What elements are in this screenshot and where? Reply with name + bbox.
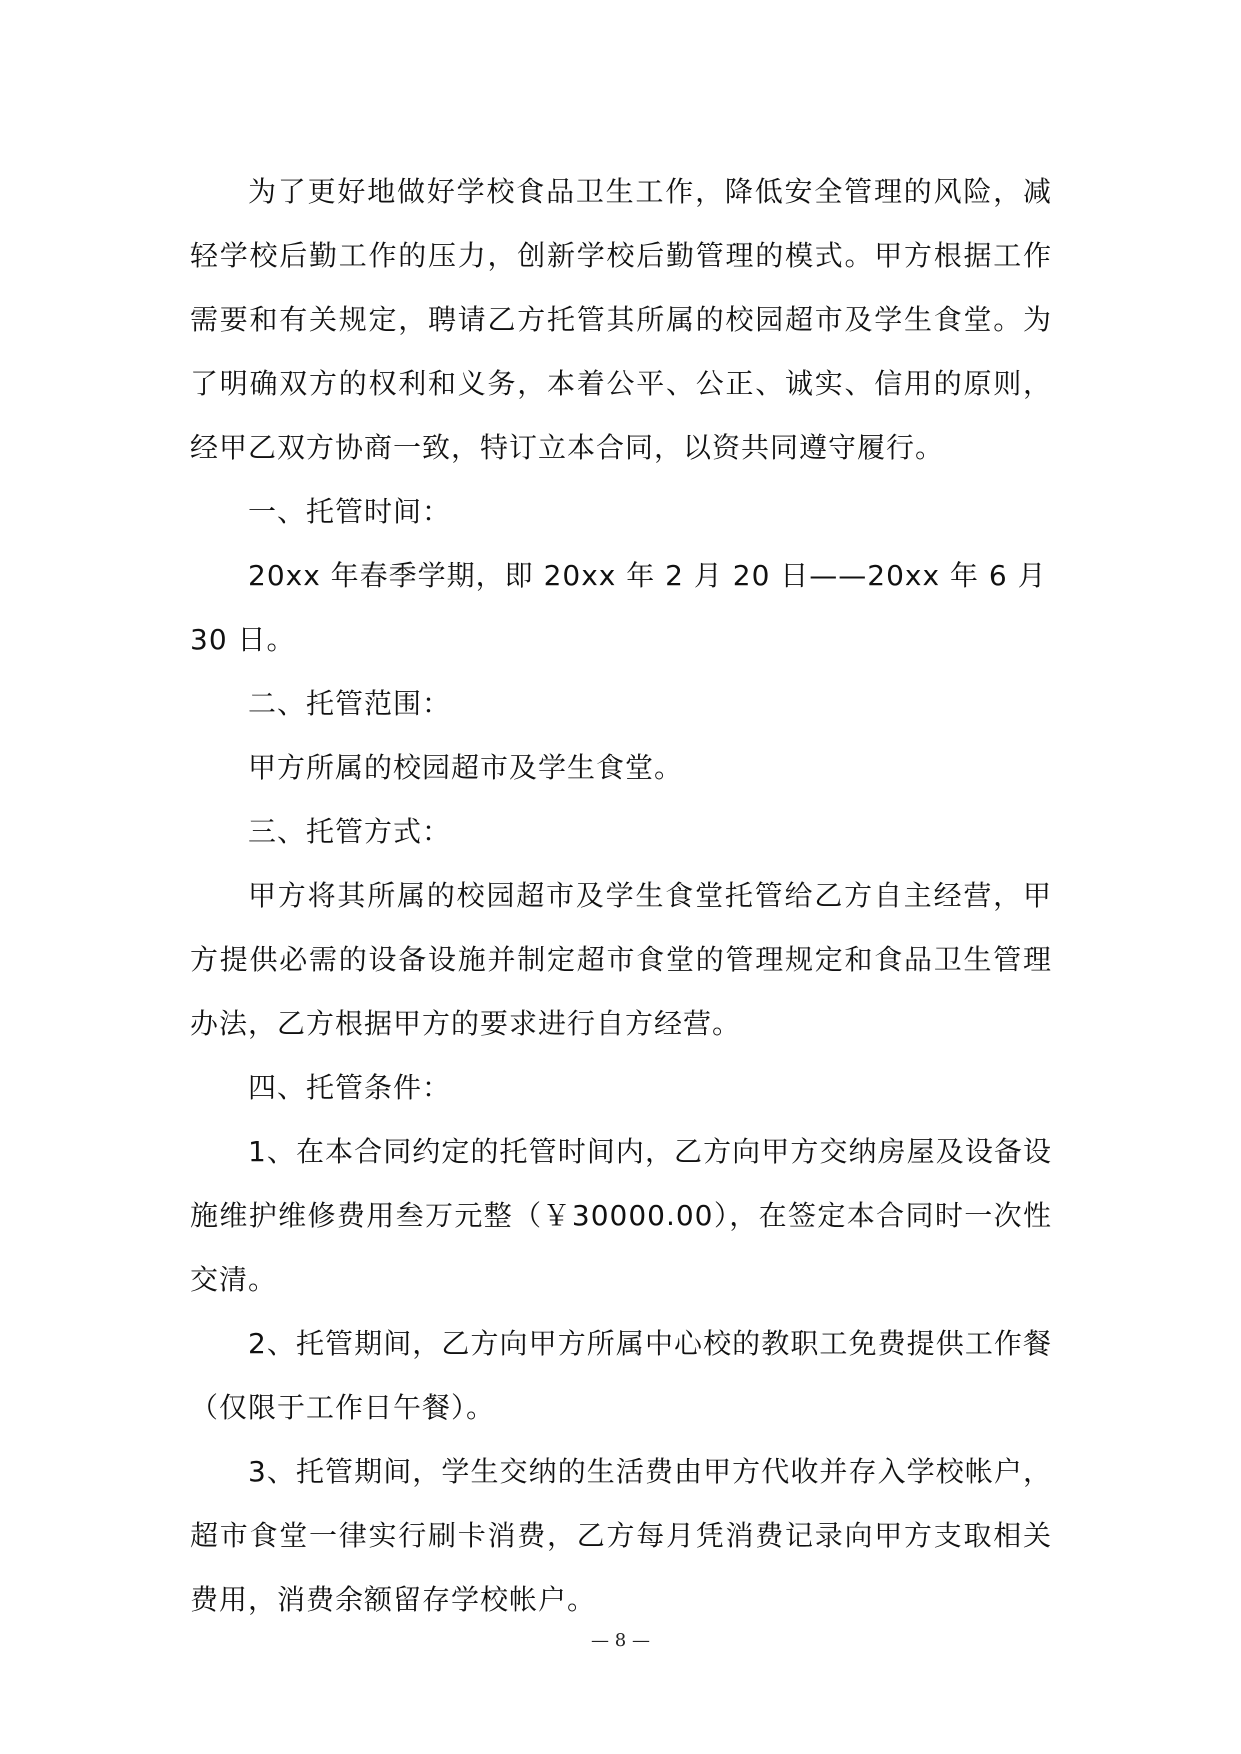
section-heading-time: 一、托管时间： (248, 495, 452, 528)
condition-item-2: 2、托管期间，乙方向甲方所属中心校的教职工免费提供工作餐（仅限于工作日午餐）。 (190, 1327, 1052, 1424)
section-body-scope: 甲方所属的校园超市及学生食堂。 (248, 751, 684, 784)
section-body-time: 20xx 年春季学期，即 20xx 年 2 月 20 日——20xx 年 6 月 30 日。 (190, 559, 1047, 656)
condition-item-3: 3、托管期间，学生交纳的生活费由甲方代收并存入学校帐户，超市食堂一律实行刷卡消费，乙方每月凭消费记录向甲方支取相关费用，消费余额留存学校帐户。 (190, 1455, 1052, 1616)
condition-item-1: 1、在本合同约定的托管时间内，乙方向甲方交纳房屋及设备设施维护维修费用叁万元整（￥30000.00），在签定本合同时一次性交清。 (190, 1135, 1052, 1296)
section-body-method: 甲方将其所属的校园超市及学生食堂托管给乙方自主经营，甲方提供必需的设备设施并制定超市食堂的管理规定和食品卫生管理办法，乙方根据甲方的要求进行自方经营。 (190, 879, 1052, 1040)
intro-paragraph: 为了更好地做好学校食品卫生工作，降低安全管理的风险，减轻学校后勤工作的压力，创新学校后勤管理的模式。甲方根据工作需要和有关规定，聘请乙方托管其所属的校园超市及学生食堂。为了明确双方的权利和义务，本着公平、公正、诚实、信用的原则，经甲乙双方协商一致，特订立本合同，以资共同遵守履行。 (190, 175, 1052, 464)
document-body (190, 160, 1052, 1632)
page-number: — 8 — (591, 1630, 650, 1651)
section-heading-conditions: 四、托管条件： (248, 1071, 452, 1104)
section-heading-method: 三、托管方式： (248, 815, 452, 848)
section-heading-scope: 二、托管范围： (248, 687, 452, 720)
